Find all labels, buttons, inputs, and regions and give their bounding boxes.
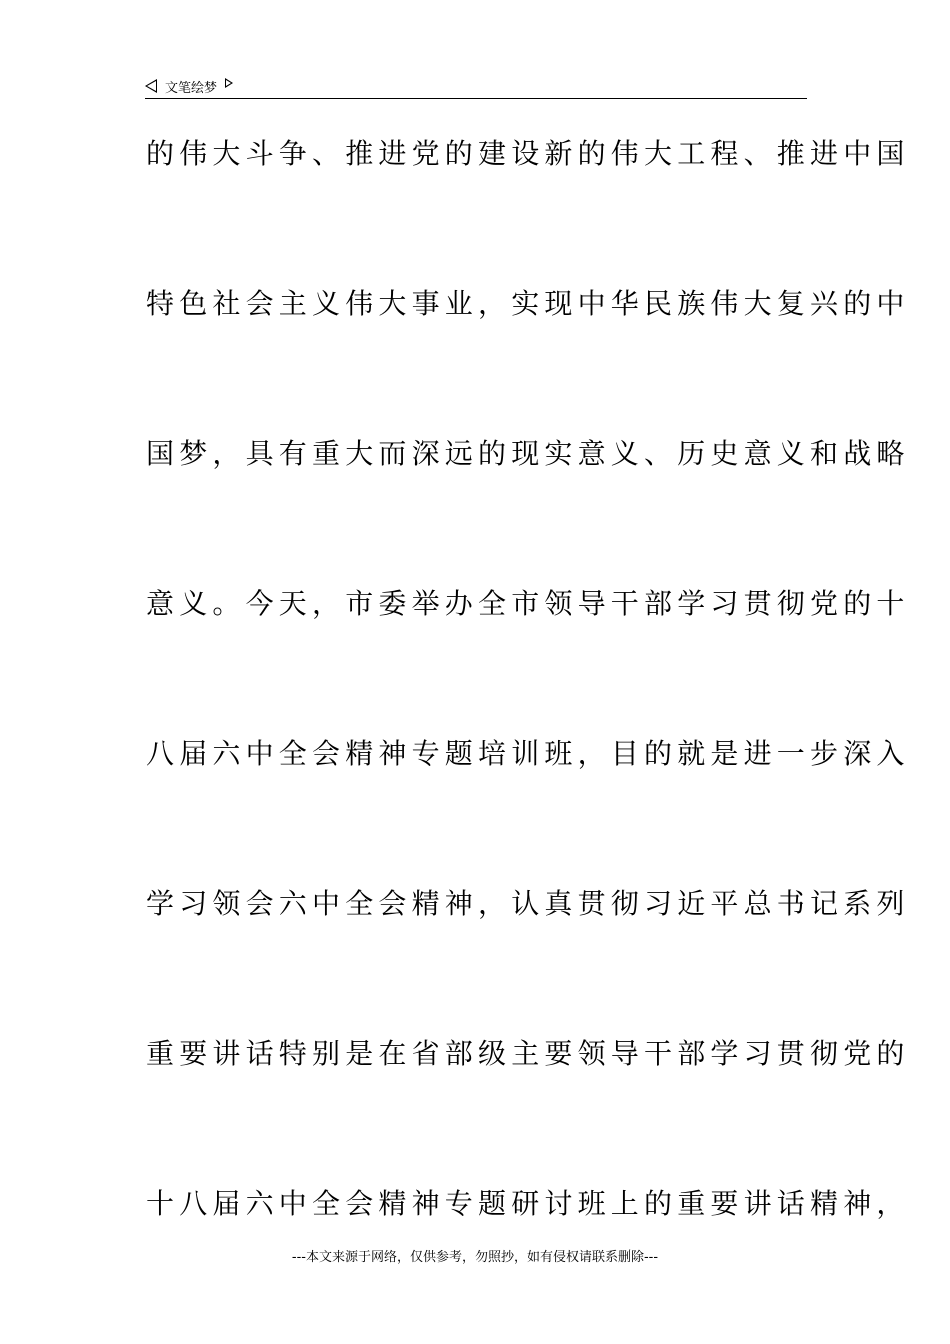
body-line: 十八届六中全会精神专题研讨班上的重要讲话精神，	[146, 1187, 910, 1220]
triangle-right-icon	[225, 78, 233, 88]
body-line: 学习领会六中全会精神，认真贯彻习近平总书记系列	[146, 887, 910, 920]
header-brand: 文笔绘梦	[165, 80, 218, 96]
triangle-left-icon	[145, 79, 157, 93]
body-line: 国梦，具有重大而深远的现实意义、历史意义和战略	[146, 437, 910, 470]
header-brand-group	[145, 76, 233, 96]
footer-notice: ---本文来源于网络，仅供参考，勿照抄，如有侵权请联系删除---	[291, 1250, 659, 1265]
page-header	[145, 76, 807, 99]
body-line: 重要讲话特别是在省部级主要领导干部学习贯彻党的	[146, 1037, 910, 1070]
body-line: 八届六中全会精神专题培训班，目的就是进一步深入	[146, 737, 910, 770]
document-body	[146, 124, 910, 1324]
body-line: 特色社会主义伟大事业，实现中华民族伟大复兴的中	[146, 287, 910, 320]
body-line: 意义。今天，市委举办全市领导干部学习贯彻党的十	[146, 587, 910, 620]
body-line: 的伟大斗争、推进党的建设新的伟大工程、推进中国	[146, 137, 910, 170]
